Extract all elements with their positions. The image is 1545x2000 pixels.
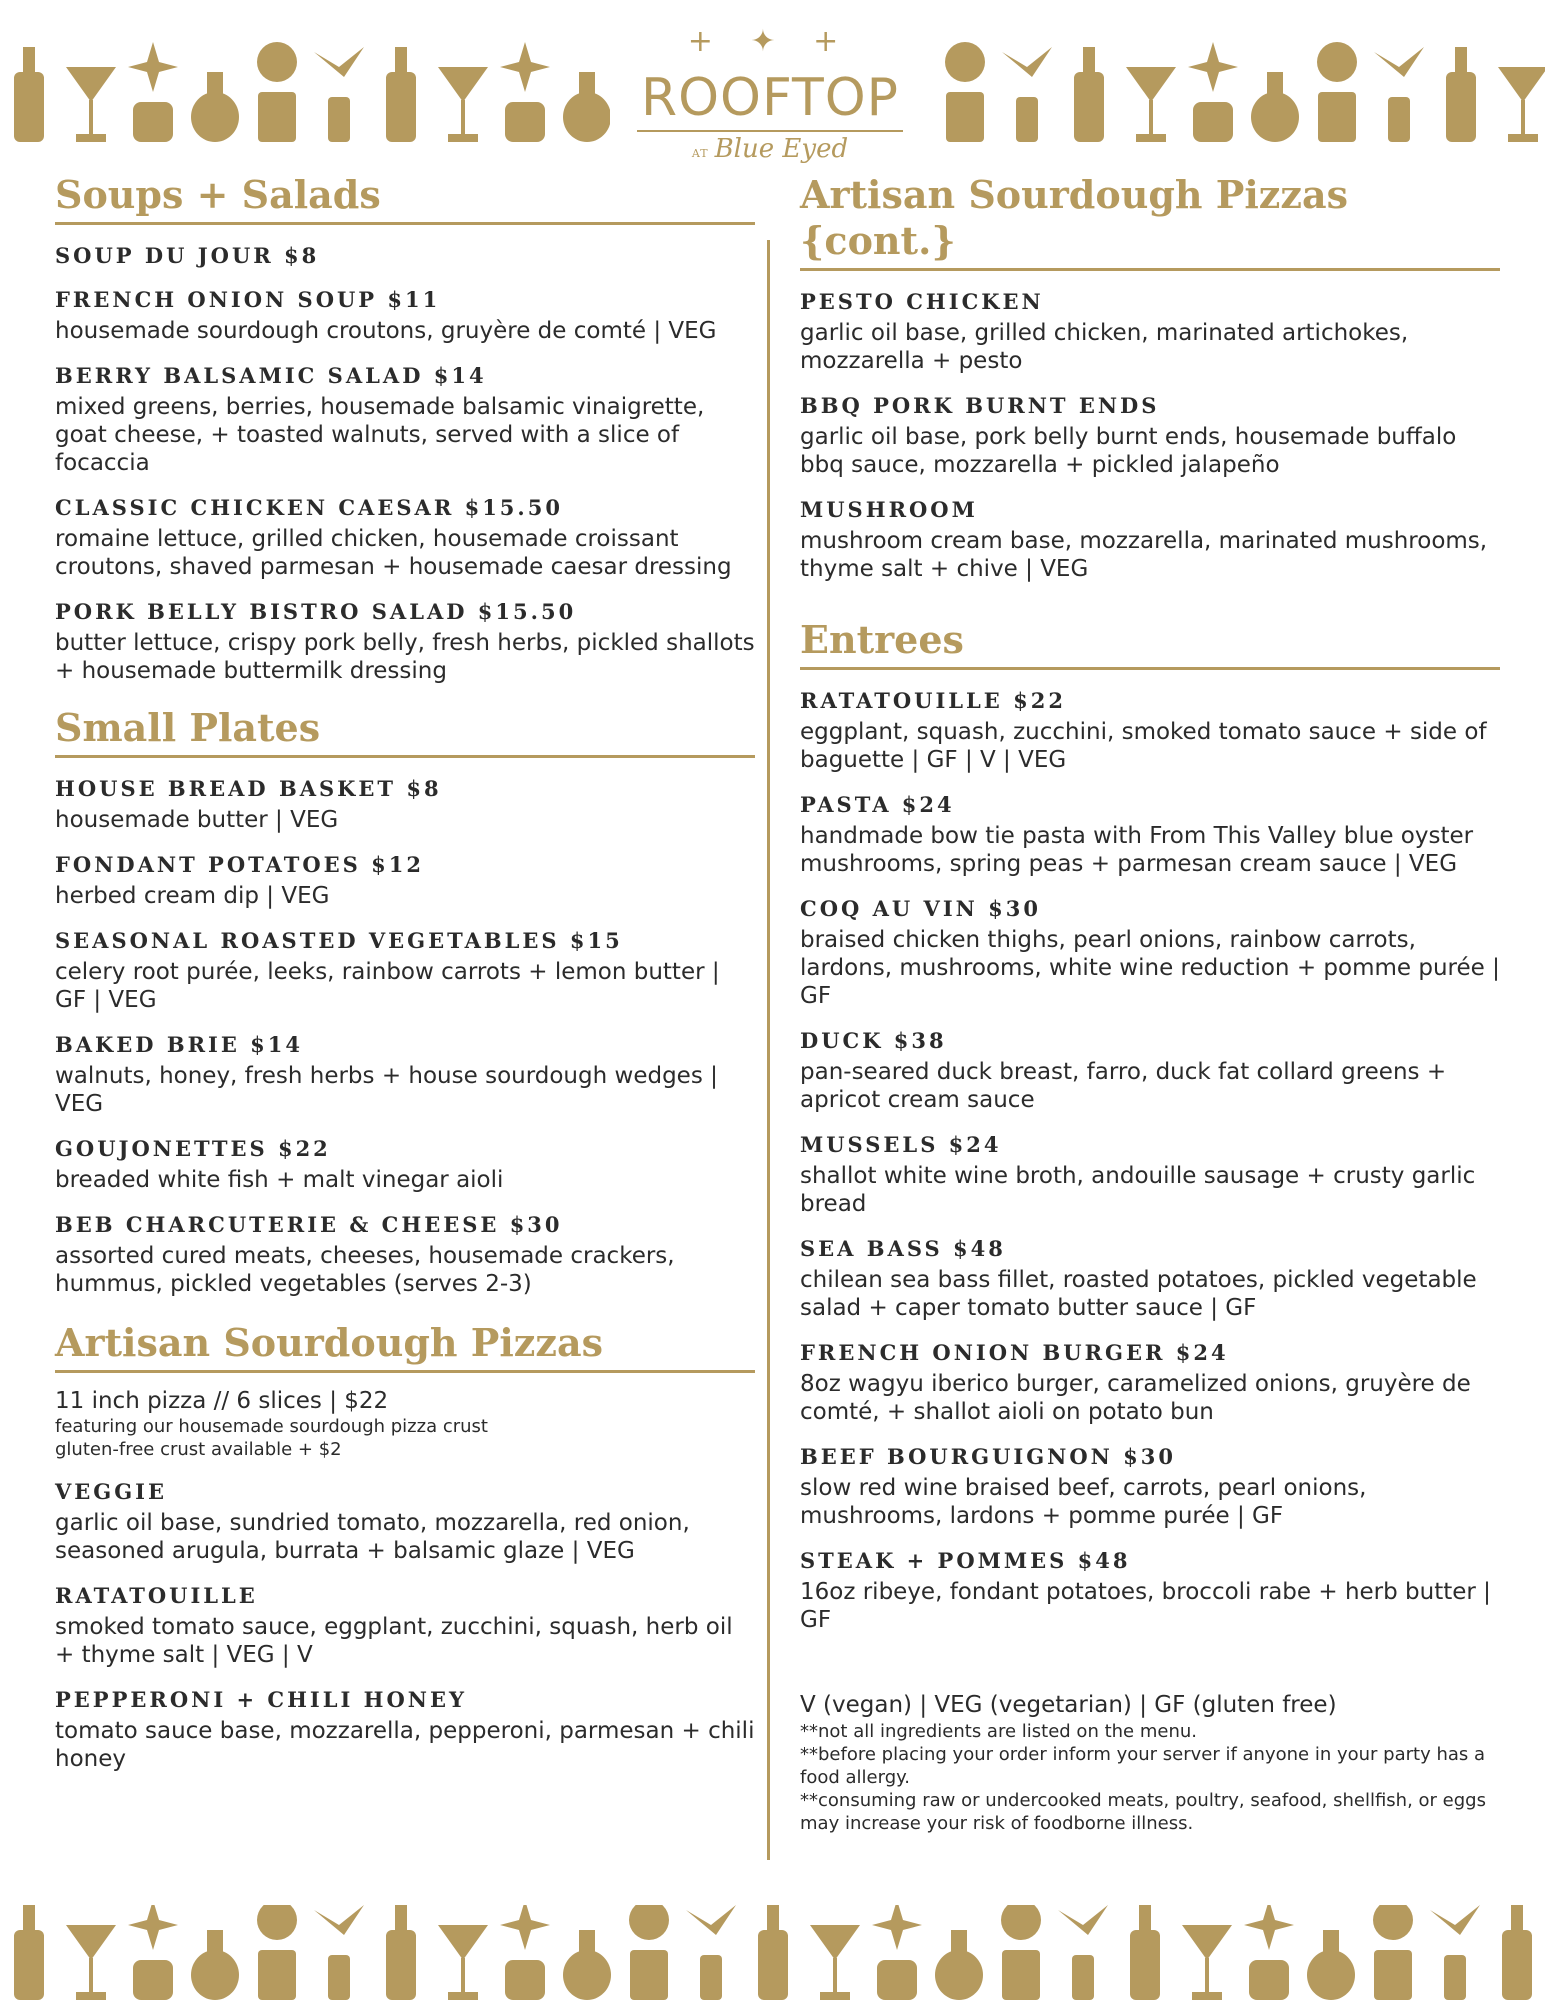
menu-item [55,363,755,477]
menu-item [800,289,1500,375]
menu-item-description: garlic oil base, pork belly burnt ends, housemade buffalo bbq sauce, mozzarella + pickled jalapeño [800,424,1457,478]
menu-item [800,497,1500,583]
menu-item [55,1583,755,1669]
menu-item-description: smoked tomato sauce, eggplant, zucchini, squash, herb oil + thyme salt | VEG | V [55,1614,733,1668]
menu-item [800,1236,1500,1322]
logo-sub-text: Blue Eyed [714,134,849,164]
section-title: Soups + Salads [55,172,755,225]
menu-item-description: eggplant, squash, zucchini, smoked tomato sauce + side of baguette | GF | V | VEG [800,719,1487,773]
menu-item-description: butter lettuce, crispy pork belly, fresh herbs, pickled shallots + housemade buttermilk dressing [55,630,755,684]
menu-item-description: handmade bow tie pasta with From This Valley blue oyster mushrooms, spring peas + parmesan cream sauce | VEG [800,823,1474,877]
menu-item [55,1032,755,1118]
menu-item [800,688,1500,774]
section-entrees [800,617,1500,1634]
section-pizzas-continued [800,172,1500,583]
menu-item-description: chilean sea bass fillet, roasted potatoes, pickled vegetable salad + caper tomato butter sauce | GF [800,1267,1477,1321]
section-title: Artisan Sourdough Pizzas {cont.} [800,172,1500,271]
menu-item [55,928,755,1014]
menu-item-name: PASTA $24 [800,792,955,817]
menu-item [800,1028,1500,1114]
menu-items [800,289,1500,583]
menu-item [55,243,755,269]
menu-item-name: BBQ PORK BURNT ENDS [800,393,1160,418]
menu-item-name: SEA BASS $48 [800,1236,1006,1261]
menu-item-name: RATATOUILLE [55,1583,258,1608]
menu-item-name: BAKED BRIE $14 [55,1032,304,1057]
menu-item-name: DUCK $38 [800,1028,947,1053]
menu-item-name: FRENCH ONION BURGER $24 [800,1340,1229,1365]
menu-item [55,1212,755,1298]
column-divider [767,240,770,1860]
menu-item-description: pan-seared duck breast, farro, duck fat collard greens + apricot cream sauce [800,1059,1447,1113]
dietary-legend: V (vegan) | VEG (vegetarian) | GF (gluten free) [800,1692,1337,1718]
menu-item-description: garlic oil base, grilled chicken, marinated artichokes, mozzarella + pesto [800,320,1409,374]
menu-item-description: slow red wine braised beef, carrots, pearl onions, mushrooms, lardons + pomme purée | GF [800,1475,1367,1529]
menu-item-description: romaine lettuce, grilled chicken, housemade croissant croutons, shaved parmesan + housemade caesar dressing [55,526,732,580]
footnote-allergy: **before placing your order inform your server if anyone in your party has a food allergy. [800,1744,1486,1788]
menu-item-description: assorted cured meats, cheeses, housemade crackers, hummus, pickled vegetables (serves 2-3) [55,1243,675,1297]
menu-item [55,1136,755,1194]
footnote-ingredients: **not all ingredients are listed on the menu. [800,1721,1197,1742]
menu-item [800,1340,1500,1426]
menu-item-description: shallot white wine broth, andouille sausage + crusty garlic bread [800,1163,1476,1217]
menu-item-name: PESTO CHICKEN [800,289,1044,314]
menu-items [800,688,1500,1634]
menu-item [800,792,1500,878]
menu-item-description: braised chicken thighs, pearl onions, rainbow carrots, lardons, mushrooms, white wine reduction + pomme purée | GF [800,927,1500,1009]
menu-item-name: MUSHROOM [800,497,978,522]
logo [610,18,930,193]
menu-item-name: BERRY BALSAMIC SALAD $14 [55,363,487,388]
menu-item-name: FRENCH ONION SOUP $11 [55,287,441,312]
menu-item [55,1687,755,1773]
menu-item [800,1132,1500,1218]
menu-item [800,1444,1500,1530]
menu-item-name: PEPPERONI + CHILI HONEY [55,1687,467,1712]
menu-items [55,1479,755,1773]
menu-item [55,776,755,834]
menu-item-description: mushroom cream base, mozzarella, marinated mushrooms, thyme salt + chive | VEG [800,528,1488,582]
menu-item-name: SOUP DU JOUR $8 [55,243,320,268]
menu-footer [800,1690,1500,1835]
menu-item [800,1548,1500,1634]
menu-item-description: breaded white fish + malt vinegar aioli [55,1167,504,1193]
menu-item-name: BEB CHARCUTERIE & CHEESE $30 [55,1212,563,1237]
left-column [55,172,755,1773]
menu-item-description: housemade sourdough croutons, gruyère de comté | VEG [55,318,717,344]
logo-subtitle [610,134,930,164]
section-soups-salads [55,172,755,685]
footnote-raw-food: **consuming raw or undercooked meats, poultry, seafood, shellfish, or eggs may increase your risk of foodborne illness. [800,1790,1486,1834]
menu-item-name: CLASSIC CHICKEN CAESAR $15.50 [55,495,563,520]
menu-item-name: HOUSE BREAD BASKET $8 [55,776,442,801]
menu-item [55,852,755,910]
menu-item-name: RATATOUILLE $22 [800,688,1066,713]
logo-name: ROOFTOP [637,66,903,132]
menu-item [55,495,755,581]
menu-item [55,287,755,345]
section-small-plates [55,705,755,1298]
menu-item-description: tomato sauce base, mozzarella, pepperoni, parmesan + chili honey [55,1718,755,1772]
menu-item [55,599,755,685]
menu-item-description: walnuts, honey, fresh herbs + house sourdough wedges | VEG [55,1063,718,1117]
menu-item-description: garlic oil base, sundried tomato, mozzarella, red onion, seasoned arugula, burrata + balsamic glaze | VEG [55,1510,690,1564]
menu-item-description: 8oz wagyu iberico burger, caramelized onions, gruyère de comté, + shallot aioli on potato bun [800,1371,1471,1425]
menu-item-name: GOUJONETTES $22 [55,1136,331,1161]
logo-stars: + ✦ + [687,24,853,59]
section-title: Entrees [800,617,1500,670]
menu-item-description: mixed greens, berries, housemade balsamic vinaigrette, goat cheese, + toasted walnuts, served with a slice of focaccia [55,394,705,476]
menu-item-description: housemade butter | VEG [55,807,339,833]
menu-item-description: herbed cream dip | VEG [55,883,330,909]
menu-item [800,393,1500,479]
menu-item-name: VEGGIE [55,1479,167,1504]
menu-item [55,1479,755,1565]
menu-item-name: STEAK + POMMES $48 [800,1548,1131,1573]
menu-item-name: MUSSELS $24 [800,1132,1002,1157]
section-title: Small Plates [55,705,755,758]
menu-item [800,896,1500,1010]
menu-item-description: 16oz ribeye, fondant potatoes, broccoli rabe + herb butter | GF [800,1579,1491,1633]
menu-item-name: COQ AU VIN $30 [800,896,1041,921]
menu-item-name: SEASONAL ROASTED VEGETABLES $15 [55,928,623,953]
decorative-banner-bottom [0,1905,1545,2000]
menu-item-name: PORK BELLY BISTRO SALAD $15.50 [55,599,577,624]
menu-items [55,776,755,1298]
right-column [800,172,1500,1835]
section-title: Artisan Sourdough Pizzas [55,1320,755,1373]
section-pizzas [55,1320,755,1773]
menu-items [55,243,755,685]
menu-item-name: FONDANT POTATOES $12 [55,852,424,877]
logo-at: AT [691,147,709,160]
pizza-note-crust: featuring our housemade sourdough pizza crust [55,1416,488,1437]
menu-item-description: celery root purée, leeks, rainbow carrots + lemon butter | GF | VEG [55,959,720,1013]
pizza-intro: 11 inch pizza // 6 slices | $22 [55,1388,389,1414]
menu-item-name: BEEF BOURGUIGNON $30 [800,1444,1177,1469]
pizza-note-gluten-free: gluten-free crust available + $2 [55,1439,342,1460]
